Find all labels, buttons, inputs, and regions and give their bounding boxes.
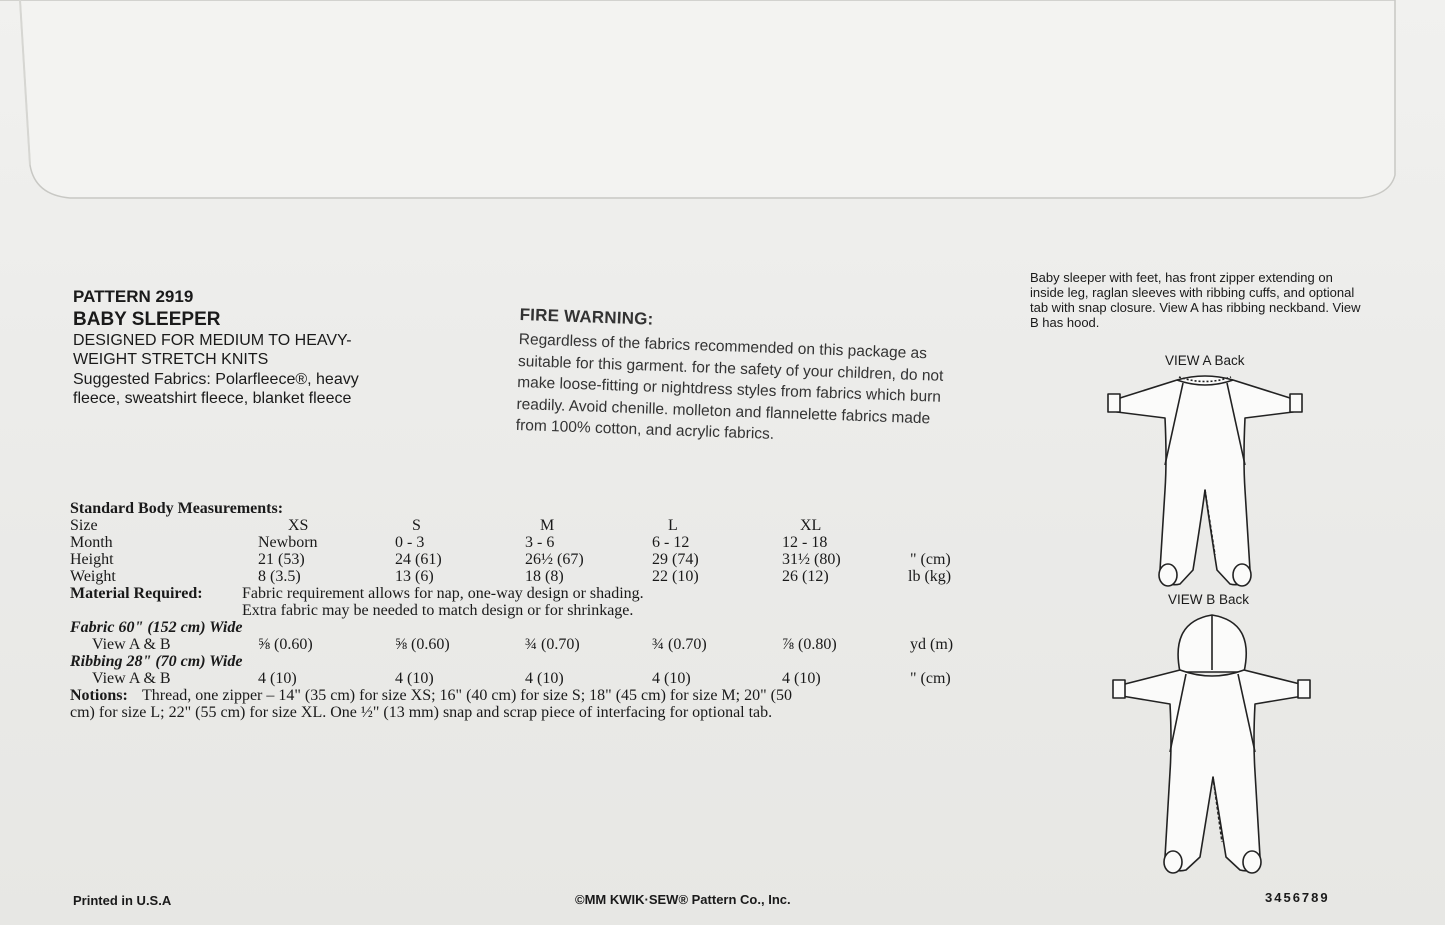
measurements-heading-row [70,500,1000,517]
height-xl: 31½ (80) [782,551,841,568]
material-label: Material Required: [70,585,203,602]
size-xs: XS [288,517,309,534]
material-line-1: Fabric requirement allows for nap, one-way design or shading. [242,585,644,602]
fire-warning-stamp [515,305,959,452]
notions-line-1: Thread, one zipper – 14" (35 cm) for size XS; 16" (40 cm) for size S; 18" (45 cm) for size M; 20" (50 [142,687,792,704]
weight-label: Weight [70,568,116,585]
weight-xs: 8 (3.5) [258,568,301,585]
view-a-sleeper-drawing [1105,370,1305,595]
month-row [70,534,1000,551]
weight-m: 18 (8) [525,568,564,585]
printed-in: Printed in U.S.A [73,893,172,908]
month-l: 6 - 12 [652,534,690,551]
material-row-2 [70,602,1000,619]
fabric-row [70,636,1000,653]
weight-unit: lb (kg) [908,568,952,585]
ribbing-xs: 4 (10) [258,670,297,687]
size-s: S [412,517,421,534]
notions-row-1 [70,687,1000,704]
month-xs: Newborn [258,534,318,551]
month-s: 0 - 3 [395,534,425,551]
ribbing-row-label: View A & B [92,670,171,687]
ribbing-unit: " (cm) [910,670,951,687]
weight-l: 22 (10) [652,568,699,585]
fabric-unit: yd (m) [910,636,954,653]
month-xl: 12 - 18 [782,534,828,551]
copyright: ©MM KWIK·SEW® Pattern Co., Inc. [575,892,791,907]
envelope-flap [0,0,1445,210]
height-m: 26½ (67) [525,551,584,568]
ribbing-row [70,670,1000,687]
fabric-l: ¾ (0.70) [652,636,707,653]
view-b-label: VIEW B Back [1168,592,1250,607]
material-line-2: Extra fabric may be needed to match design or for shrinkage. [242,602,634,619]
measurements-section [70,500,1000,721]
month-label: Month [70,534,113,551]
fabric-heading: Fabric 60" (152 cm) Wide [70,619,243,636]
print-code: 3456789 [1265,890,1330,905]
height-label: Height [70,551,114,568]
ribbing-m: 4 (10) [525,670,564,687]
month-m: 3 - 6 [525,534,555,551]
fire-warning-text: Regardless of the fabrics recommended on this package as suitable for this garment. for the safety of your children, do not make loose-fitting or nightdress styles from fabrics which burn readily. Avoid chenille. molleton and flannelette fabrics made from 100% cotton, and acrylic fabrics. [515,330,944,443]
size-l: L [668,517,678,534]
notions-label: Notions: [70,687,128,704]
material-row-1 [70,585,1000,602]
ribbing-s: 4 (10) [395,670,434,687]
height-s: 24 (61) [395,551,442,568]
fabric-m: ¾ (0.70) [525,636,580,653]
notions-row-2 [70,704,1000,721]
view-a-label: VIEW A Back [1165,353,1245,368]
ribbing-l: 4 (10) [652,670,691,687]
view-b-sleeper-drawing [1110,612,1315,882]
size-xl: XL [800,517,822,534]
size-row [70,517,1000,534]
height-unit: " (cm) [910,551,951,568]
garment-description: Baby sleeper with feet, has front zipper extending on inside leg, raglan sleeves with ribbing cuffs, and optional tab with snap closure. View A has ribbing neckband. View B has hood. [1030,270,1361,330]
size-m: M [540,517,555,534]
suggested-fabrics: Suggested Fabrics: Polarfleece®, heavy fleece, sweatshirt fleece, blanket fleece [73,371,359,407]
weight-row [70,568,1000,585]
fabric-row-label: View A & B [92,636,171,653]
pattern-name: BABY SLEEPER [73,309,221,330]
fire-warning-title: FIRE WARNING: [519,305,654,329]
fabric-heading-row [70,619,1000,636]
weight-xl: 26 (12) [782,568,829,585]
ribbing-xl: 4 (10) [782,670,821,687]
ribbing-heading: Ribbing 28" (70 cm) Wide [70,653,243,670]
fabric-xl: ⅞ (0.80) [782,636,837,653]
measurements-heading: Standard Body Measurements: [70,500,284,517]
height-row [70,551,1000,568]
designed-for: DESIGNED FOR MEDIUM TO HEAVY-WEIGHT STRETCH KNITS [73,332,352,368]
fabric-xs: ⅝ (0.60) [258,636,313,653]
height-xs: 21 (53) [258,551,305,568]
size-label: Size [70,517,98,534]
ribbing-heading-row [70,653,1000,670]
pattern-number: PATTERN 2919 [73,287,194,306]
fabric-s: ⅝ (0.60) [395,636,450,653]
height-l: 29 (74) [652,551,699,568]
notions-line-2: cm) for size L; 22" (55 cm) for size XL. One ½" (13 mm) snap and scrap piece of interfacing for optional tab. [70,704,773,721]
weight-s: 13 (6) [395,568,434,585]
